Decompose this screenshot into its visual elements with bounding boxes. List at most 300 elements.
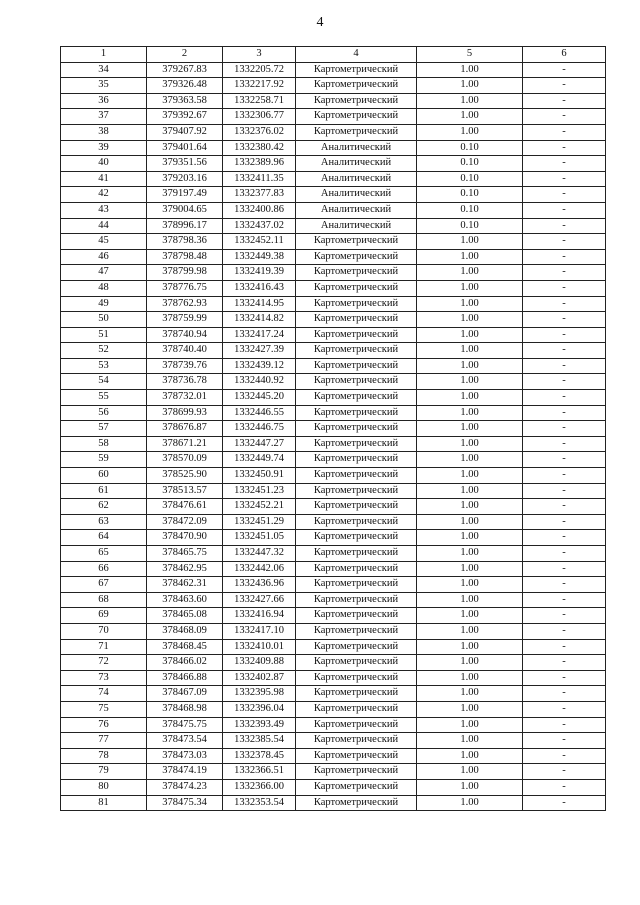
point-number-cell: 34 (61, 62, 147, 78)
table-row (61, 514, 606, 530)
precision-cell: 1.00 (417, 483, 523, 499)
method-cell: Картометрический (296, 795, 417, 811)
method-cell: Картометрический (296, 655, 417, 671)
table-row (61, 62, 606, 78)
table-row (61, 655, 606, 671)
column-header: 4 (296, 47, 417, 63)
point-number-cell: 55 (61, 390, 147, 406)
method-cell: Картометрический (296, 124, 417, 140)
precision-cell: 1.00 (417, 234, 523, 250)
note-cell: - (523, 62, 606, 78)
point-number-cell: 80 (61, 779, 147, 795)
y-coordinate-cell: 1332410.01 (223, 639, 296, 655)
precision-cell: 1.00 (417, 78, 523, 94)
y-coordinate-cell: 1332446.55 (223, 405, 296, 421)
note-cell: - (523, 468, 606, 484)
x-coordinate-cell: 378468.45 (147, 639, 223, 655)
point-number-cell: 35 (61, 78, 147, 94)
y-coordinate-cell: 1332445.20 (223, 390, 296, 406)
table-row (61, 78, 606, 94)
table-row (61, 686, 606, 702)
method-cell: Картометрический (296, 748, 417, 764)
table-row (61, 530, 606, 546)
note-cell: - (523, 280, 606, 296)
precision-cell: 0.10 (417, 171, 523, 187)
note-cell: - (523, 109, 606, 125)
x-coordinate-cell: 378474.19 (147, 764, 223, 780)
x-coordinate-cell: 378525.90 (147, 468, 223, 484)
y-coordinate-cell: 1332414.95 (223, 296, 296, 312)
x-coordinate-cell: 379392.67 (147, 109, 223, 125)
method-cell: Картометрический (296, 608, 417, 624)
table-row (61, 499, 606, 515)
y-coordinate-cell: 1332411.35 (223, 171, 296, 187)
note-cell: - (523, 343, 606, 359)
x-coordinate-cell: 378473.54 (147, 733, 223, 749)
note-cell: - (523, 171, 606, 187)
table-row (61, 109, 606, 125)
method-cell: Картометрический (296, 374, 417, 390)
y-coordinate-cell: 1332447.27 (223, 436, 296, 452)
precision-cell: 0.10 (417, 187, 523, 203)
point-number-cell: 36 (61, 93, 147, 109)
point-number-cell: 70 (61, 623, 147, 639)
table-row (61, 265, 606, 281)
precision-cell: 1.00 (417, 390, 523, 406)
y-coordinate-cell: 1332393.49 (223, 717, 296, 733)
method-cell: Картометрический (296, 452, 417, 468)
method-cell: Картометрический (296, 78, 417, 94)
method-cell: Картометрический (296, 483, 417, 499)
table-body (61, 62, 606, 811)
note-cell: - (523, 296, 606, 312)
column-header: 2 (147, 47, 223, 63)
note-cell: - (523, 249, 606, 265)
y-coordinate-cell: 1332427.39 (223, 343, 296, 359)
point-number-cell: 75 (61, 701, 147, 717)
precision-cell: 1.00 (417, 717, 523, 733)
table-row (61, 577, 606, 593)
point-number-cell: 54 (61, 374, 147, 390)
point-number-cell: 39 (61, 140, 147, 156)
y-coordinate-cell: 1332353.54 (223, 795, 296, 811)
x-coordinate-cell: 379197.49 (147, 187, 223, 203)
x-coordinate-cell: 379326.48 (147, 78, 223, 94)
point-number-cell: 57 (61, 421, 147, 437)
x-coordinate-cell: 378699.93 (147, 405, 223, 421)
method-cell: Картометрический (296, 733, 417, 749)
y-coordinate-cell: 1332395.98 (223, 686, 296, 702)
table-row (61, 452, 606, 468)
note-cell: - (523, 327, 606, 343)
point-number-cell: 60 (61, 468, 147, 484)
precision-cell: 1.00 (417, 608, 523, 624)
note-cell: - (523, 655, 606, 671)
note-cell: - (523, 686, 606, 702)
table-row (61, 421, 606, 437)
y-coordinate-cell: 1332417.10 (223, 623, 296, 639)
method-cell: Картометрический (296, 530, 417, 546)
x-coordinate-cell: 379351.56 (147, 156, 223, 172)
point-number-cell: 42 (61, 187, 147, 203)
y-coordinate-cell: 1332217.92 (223, 78, 296, 94)
table-row (61, 561, 606, 577)
precision-cell: 1.00 (417, 623, 523, 639)
point-number-cell: 58 (61, 436, 147, 452)
method-cell: Картометрический (296, 405, 417, 421)
note-cell: - (523, 639, 606, 655)
x-coordinate-cell: 378762.93 (147, 296, 223, 312)
table-row (61, 296, 606, 312)
point-number-cell: 79 (61, 764, 147, 780)
precision-cell: 1.00 (417, 514, 523, 530)
note-cell: - (523, 483, 606, 499)
table-row (61, 93, 606, 109)
method-cell: Картометрический (296, 499, 417, 515)
table-row (61, 140, 606, 156)
note-cell: - (523, 234, 606, 250)
note-cell: - (523, 561, 606, 577)
method-cell: Картометрический (296, 249, 417, 265)
y-coordinate-cell: 1332417.24 (223, 327, 296, 343)
table-row (61, 374, 606, 390)
table-row (61, 779, 606, 795)
precision-cell: 1.00 (417, 436, 523, 452)
note-cell: - (523, 390, 606, 406)
point-number-cell: 78 (61, 748, 147, 764)
point-number-cell: 51 (61, 327, 147, 343)
note-cell: - (523, 733, 606, 749)
point-number-cell: 41 (61, 171, 147, 187)
x-coordinate-cell: 378798.36 (147, 234, 223, 250)
method-cell: Аналитический (296, 171, 417, 187)
method-cell: Картометрический (296, 421, 417, 437)
x-coordinate-cell: 378462.95 (147, 561, 223, 577)
column-header: 6 (523, 47, 606, 63)
point-number-cell: 46 (61, 249, 147, 265)
note-cell: - (523, 156, 606, 172)
precision-cell: 1.00 (417, 109, 523, 125)
note-cell: - (523, 592, 606, 608)
y-coordinate-cell: 1332380.42 (223, 140, 296, 156)
method-cell: Аналитический (296, 187, 417, 203)
y-coordinate-cell: 1332396.04 (223, 701, 296, 717)
precision-cell: 1.00 (417, 405, 523, 421)
precision-cell: 1.00 (417, 327, 523, 343)
y-coordinate-cell: 1332436.96 (223, 577, 296, 593)
method-cell: Картометрический (296, 93, 417, 109)
precision-cell: 1.00 (417, 343, 523, 359)
x-coordinate-cell: 378472.09 (147, 514, 223, 530)
precision-cell: 1.00 (417, 733, 523, 749)
x-coordinate-cell: 378736.78 (147, 374, 223, 390)
note-cell: - (523, 405, 606, 421)
precision-cell: 0.10 (417, 156, 523, 172)
y-coordinate-cell: 1332452.11 (223, 234, 296, 250)
y-coordinate-cell: 1332449.38 (223, 249, 296, 265)
x-coordinate-cell: 378465.75 (147, 546, 223, 562)
y-coordinate-cell: 1332366.00 (223, 779, 296, 795)
x-coordinate-cell: 378470.90 (147, 530, 223, 546)
precision-cell: 0.10 (417, 202, 523, 218)
y-coordinate-cell: 1332442.06 (223, 561, 296, 577)
note-cell: - (523, 93, 606, 109)
y-coordinate-cell: 1332414.82 (223, 312, 296, 328)
point-number-cell: 52 (61, 343, 147, 359)
method-cell: Картометрический (296, 265, 417, 281)
y-coordinate-cell: 1332416.43 (223, 280, 296, 296)
y-coordinate-cell: 1332447.32 (223, 546, 296, 562)
x-coordinate-cell: 378473.03 (147, 748, 223, 764)
y-coordinate-cell: 1332385.54 (223, 733, 296, 749)
x-coordinate-cell: 378475.34 (147, 795, 223, 811)
point-number-cell: 40 (61, 156, 147, 172)
method-cell: Картометрический (296, 623, 417, 639)
note-cell: - (523, 608, 606, 624)
note-cell: - (523, 717, 606, 733)
table-row (61, 218, 606, 234)
x-coordinate-cell: 378465.08 (147, 608, 223, 624)
table-row (61, 156, 606, 172)
precision-cell: 1.00 (417, 779, 523, 795)
x-coordinate-cell: 378671.21 (147, 436, 223, 452)
method-cell: Картометрический (296, 546, 417, 562)
method-cell: Картометрический (296, 312, 417, 328)
note-cell: - (523, 748, 606, 764)
y-coordinate-cell: 1332446.75 (223, 421, 296, 437)
table-row (61, 327, 606, 343)
precision-cell: 1.00 (417, 795, 523, 811)
note-cell: - (523, 218, 606, 234)
y-coordinate-cell: 1332450.91 (223, 468, 296, 484)
precision-cell: 1.00 (417, 296, 523, 312)
y-coordinate-cell: 1332400.86 (223, 202, 296, 218)
table-row (61, 124, 606, 140)
precision-cell: 1.00 (417, 124, 523, 140)
y-coordinate-cell: 1332389.96 (223, 156, 296, 172)
note-cell: - (523, 265, 606, 281)
note-cell: - (523, 140, 606, 156)
x-coordinate-cell: 378759.99 (147, 312, 223, 328)
point-number-cell: 56 (61, 405, 147, 421)
note-cell: - (523, 546, 606, 562)
column-header: 3 (223, 47, 296, 63)
table-row (61, 343, 606, 359)
method-cell: Аналитический (296, 202, 417, 218)
y-coordinate-cell: 1332258.71 (223, 93, 296, 109)
point-number-cell: 63 (61, 514, 147, 530)
note-cell: - (523, 530, 606, 546)
x-coordinate-cell: 378739.76 (147, 358, 223, 374)
point-number-cell: 76 (61, 717, 147, 733)
x-coordinate-cell: 378466.02 (147, 655, 223, 671)
x-coordinate-cell: 378740.40 (147, 343, 223, 359)
method-cell: Картометрический (296, 686, 417, 702)
page-number: 4 (316, 15, 324, 30)
x-coordinate-cell: 378740.94 (147, 327, 223, 343)
table-row (61, 436, 606, 452)
x-coordinate-cell: 378467.09 (147, 686, 223, 702)
x-coordinate-cell: 378468.98 (147, 701, 223, 717)
y-coordinate-cell: 1332416.94 (223, 608, 296, 624)
point-number-cell: 59 (61, 452, 147, 468)
point-number-cell: 71 (61, 639, 147, 655)
note-cell: - (523, 764, 606, 780)
point-number-cell: 74 (61, 686, 147, 702)
x-coordinate-cell: 378475.75 (147, 717, 223, 733)
y-coordinate-cell: 1332402.87 (223, 670, 296, 686)
table-row (61, 483, 606, 499)
precision-cell: 1.00 (417, 468, 523, 484)
table-row (61, 171, 606, 187)
x-coordinate-cell: 378474.23 (147, 779, 223, 795)
y-coordinate-cell: 1332451.23 (223, 483, 296, 499)
note-cell: - (523, 312, 606, 328)
precision-cell: 1.00 (417, 312, 523, 328)
point-number-cell: 44 (61, 218, 147, 234)
method-cell: Картометрический (296, 436, 417, 452)
table-row (61, 701, 606, 717)
note-cell: - (523, 421, 606, 437)
x-coordinate-cell: 379267.83 (147, 62, 223, 78)
precision-cell: 1.00 (417, 655, 523, 671)
precision-cell: 1.00 (417, 764, 523, 780)
point-number-cell: 38 (61, 124, 147, 140)
table-row (61, 234, 606, 250)
point-number-cell: 64 (61, 530, 147, 546)
precision-cell: 1.00 (417, 249, 523, 265)
table-row (61, 202, 606, 218)
y-coordinate-cell: 1332439.12 (223, 358, 296, 374)
point-number-cell: 47 (61, 265, 147, 281)
column-header: 1 (61, 47, 147, 63)
table-row (61, 358, 606, 374)
y-coordinate-cell: 1332378.45 (223, 748, 296, 764)
table-row (61, 249, 606, 265)
method-cell: Картометрический (296, 468, 417, 484)
table-row (61, 390, 606, 406)
precision-cell: 1.00 (417, 639, 523, 655)
table-row (61, 717, 606, 733)
x-coordinate-cell: 378732.01 (147, 390, 223, 406)
table-row (61, 608, 606, 624)
precision-cell: 1.00 (417, 499, 523, 515)
precision-cell: 1.00 (417, 374, 523, 390)
point-number-cell: 72 (61, 655, 147, 671)
method-cell: Картометрический (296, 234, 417, 250)
y-coordinate-cell: 1332437.02 (223, 218, 296, 234)
note-cell: - (523, 124, 606, 140)
y-coordinate-cell: 1332409.88 (223, 655, 296, 671)
note-cell: - (523, 187, 606, 203)
note-cell: - (523, 623, 606, 639)
x-coordinate-cell: 378676.87 (147, 421, 223, 437)
point-number-cell: 67 (61, 577, 147, 593)
y-coordinate-cell: 1332449.74 (223, 452, 296, 468)
method-cell: Картометрический (296, 701, 417, 717)
table-row (61, 592, 606, 608)
precision-cell: 1.00 (417, 701, 523, 717)
note-cell: - (523, 202, 606, 218)
note-cell: - (523, 374, 606, 390)
point-number-cell: 65 (61, 546, 147, 562)
table-row (61, 733, 606, 749)
table-row (61, 748, 606, 764)
y-coordinate-cell: 1332452.21 (223, 499, 296, 515)
point-number-cell: 49 (61, 296, 147, 312)
note-cell: - (523, 577, 606, 593)
x-coordinate-cell: 378776.75 (147, 280, 223, 296)
table-row (61, 312, 606, 328)
method-cell: Картометрический (296, 280, 417, 296)
y-coordinate-cell: 1332451.29 (223, 514, 296, 530)
x-coordinate-cell: 378462.31 (147, 577, 223, 593)
point-number-cell: 43 (61, 202, 147, 218)
y-coordinate-cell: 1332419.39 (223, 265, 296, 281)
precision-cell: 1.00 (417, 561, 523, 577)
note-cell: - (523, 514, 606, 530)
method-cell: Аналитический (296, 156, 417, 172)
precision-cell: 1.00 (417, 577, 523, 593)
method-cell: Картометрический (296, 561, 417, 577)
y-coordinate-cell: 1332440.92 (223, 374, 296, 390)
method-cell: Картометрический (296, 390, 417, 406)
method-cell: Картометрический (296, 343, 417, 359)
method-cell: Аналитический (296, 218, 417, 234)
precision-cell: 1.00 (417, 748, 523, 764)
table-row (61, 546, 606, 562)
point-number-cell: 61 (61, 483, 147, 499)
table-row (61, 468, 606, 484)
precision-cell: 1.00 (417, 670, 523, 686)
precision-cell: 1.00 (417, 530, 523, 546)
table-row (61, 639, 606, 655)
point-number-cell: 66 (61, 561, 147, 577)
precision-cell: 1.00 (417, 265, 523, 281)
precision-cell: 1.00 (417, 93, 523, 109)
x-coordinate-cell: 378798.48 (147, 249, 223, 265)
precision-cell: 1.00 (417, 452, 523, 468)
precision-cell: 1.00 (417, 686, 523, 702)
precision-cell: 1.00 (417, 546, 523, 562)
x-coordinate-cell: 378463.60 (147, 592, 223, 608)
column-header: 5 (417, 47, 523, 63)
precision-cell: 1.00 (417, 358, 523, 374)
note-cell: - (523, 779, 606, 795)
note-cell: - (523, 436, 606, 452)
precision-cell: 1.00 (417, 62, 523, 78)
point-number-cell: 73 (61, 670, 147, 686)
y-coordinate-cell: 1332377.83 (223, 187, 296, 203)
precision-cell: 1.00 (417, 592, 523, 608)
y-coordinate-cell: 1332376.02 (223, 124, 296, 140)
point-number-cell: 68 (61, 592, 147, 608)
method-cell: Картометрический (296, 639, 417, 655)
table-row (61, 405, 606, 421)
note-cell: - (523, 670, 606, 686)
x-coordinate-cell: 378476.61 (147, 499, 223, 515)
note-cell: - (523, 499, 606, 515)
point-number-cell: 45 (61, 234, 147, 250)
x-coordinate-cell: 378799.98 (147, 265, 223, 281)
point-number-cell: 81 (61, 795, 147, 811)
method-cell: Картометрический (296, 670, 417, 686)
x-coordinate-cell: 379203.16 (147, 171, 223, 187)
table-row (61, 670, 606, 686)
note-cell: - (523, 358, 606, 374)
x-coordinate-cell: 378570.09 (147, 452, 223, 468)
method-cell: Картометрический (296, 764, 417, 780)
